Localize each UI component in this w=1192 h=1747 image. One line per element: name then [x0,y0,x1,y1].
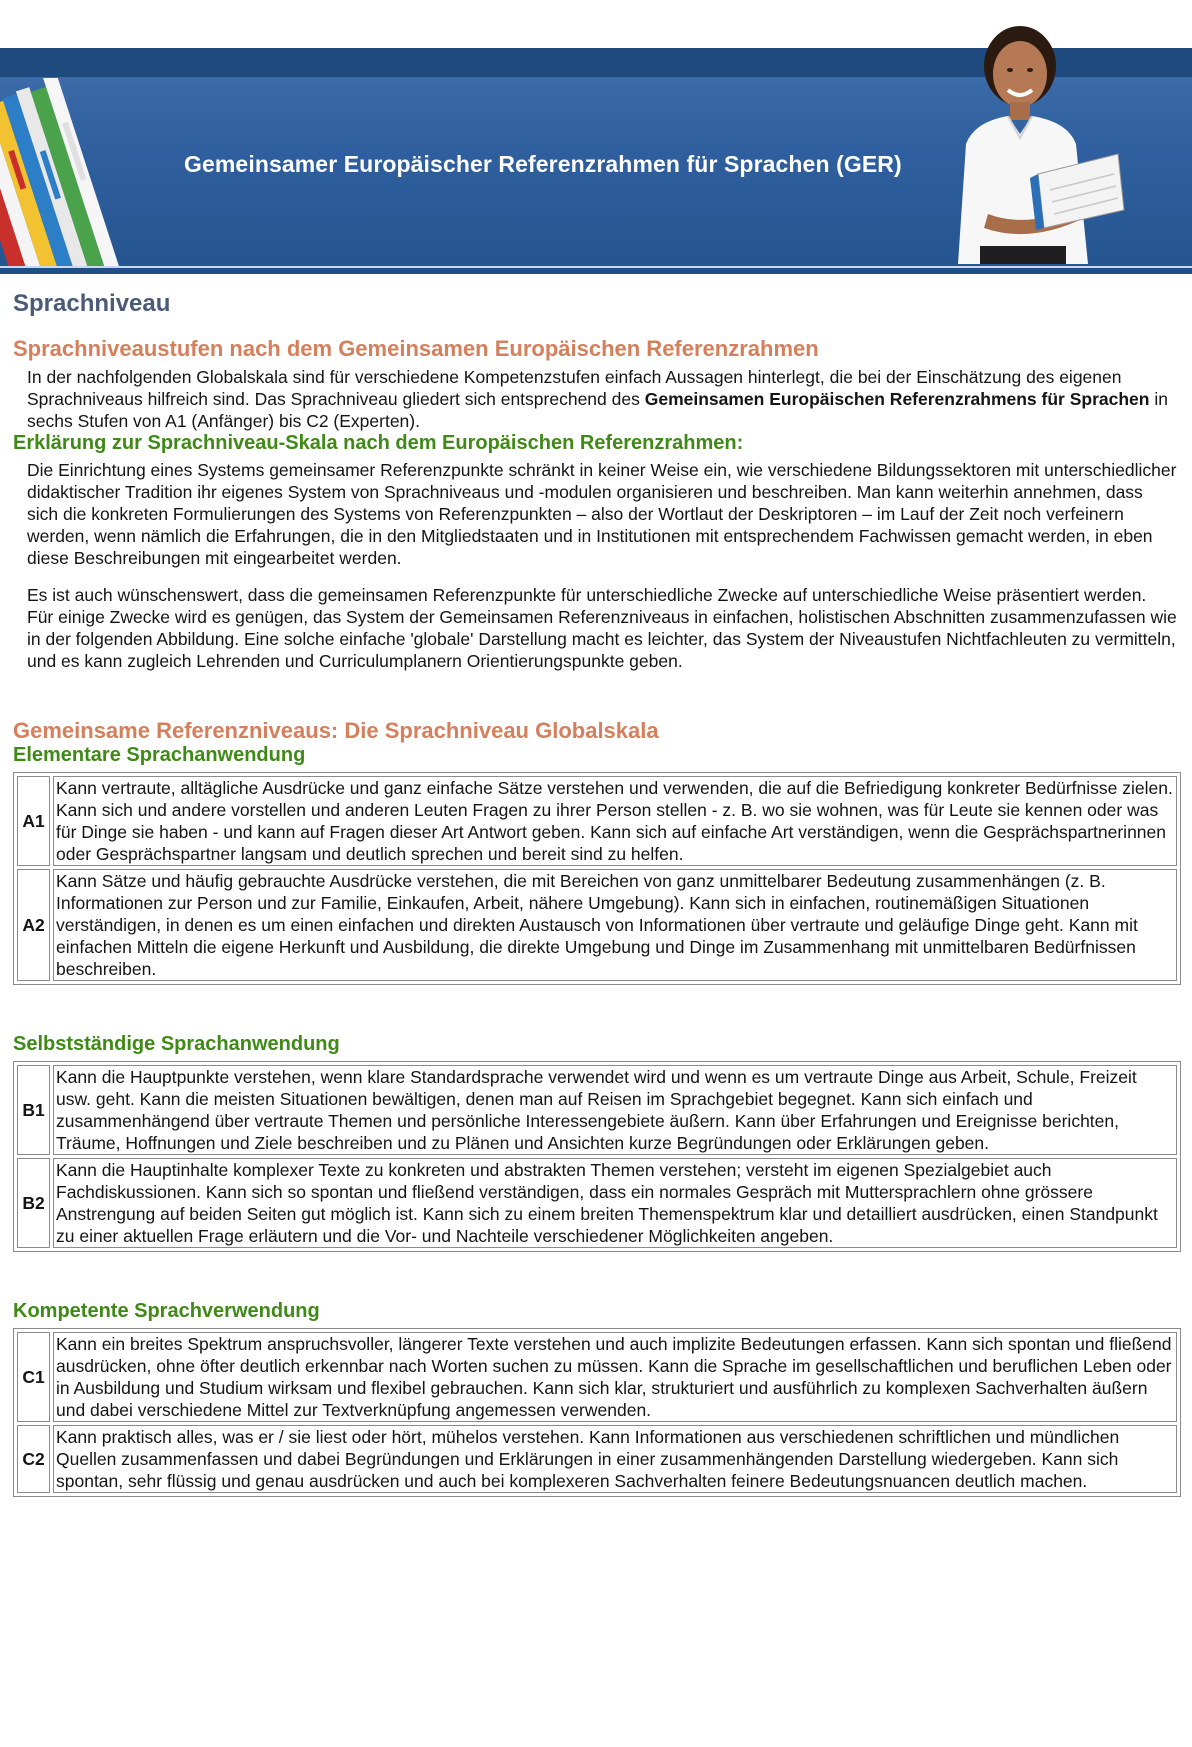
banner-title: Gemeinsamer Europäischer Referenzrahmen für Sprachen (GER) [184,151,902,177]
group-heading-independent: Selbstständige Sprachanwendung [13,1033,340,1055]
level-row-b2 [17,1158,1177,1248]
level-row-c1 [17,1332,1177,1422]
level-table-b [13,1061,1181,1252]
level-code: C1 [17,1332,50,1422]
level-row-a1 [17,776,1177,866]
level-code: C2 [17,1425,50,1493]
explanation-paragraph-2: Es ist auch wünschenswert, dass die gemeinsamen Referenzpunkte für unterschiedliche Zwecke auf unterschiedliche Weise präsentiert werden. Für einige Zwecke wird es genügen, das System der Gemeinsamen Referenzniveaus in einfachen, holistischen Abschnitten zusammenzufassen wie in der folgenden Abbildung. Eine solche einfache 'globale' Darstellung macht es leichter, das System der Niveaustufen Nichtfachleuten zu vermitteln, und es kann zugleich Lehrenden und Curriculumplanern Orientierungspunkte geben. [27,585,1177,671]
group-heading-elementary: Elementare Sprachanwendung [13,744,306,766]
level-description: Kann die Hauptpunkte verstehen, wenn klare Standardsprache verwendet wird und wenn es um vertraute Dinge aus Arbeit, Schule, Freizeit usw. geht. Kann die meisten Situationen bewältigen, denen man auf Reisen im Sprachgebiet begegnet. Kann sich einfach und zusammenhängend über vertraute Themen und persönliche Interessengebiete äußern. Kann über Erfahrungen und Ereignisse berichten, Träume, Hoffnungen und Ziele beschreiben und zu Plänen und Ansichten kurze Begründungen oder Erklärungen geben. [53,1065,1177,1155]
page-title: Sprachniveau [13,290,171,317]
level-description: Kann die Hauptinhalte komplexer Texte zu konkreten und abstrakten Themen verstehen; versteht im eigenen Spezialgebiet auch Fachdiskussionen. Kann sich so spontan und fließend verständigen, dass ein normales Gespräch mit Muttersprachlern ohne grössere Anstrengung auf beiden Seiten gut möglich ist. Kann sich zu einem breiten Themenspektrum klar und detailliert ausdrücken, einen Standpunkt zu einer aktuellen Frage erläutern und die Vor- und Nachteile verschiedener Möglichkeiten angeben. [53,1158,1177,1248]
level-description: Kann vertraute, alltägliche Ausdrücke und ganz einfache Sätze verstehen und verwenden, die auf die Befriedigung konkreter Bedürfnisse zielen. Kann sich und andere vorstellen und anderen Leuten Fragen zu ihrer Person stellen - z. B. wo sie wohnen, was für Leute sie kennen oder was für Dinge sie haben - und kann auf Fragen dieser Art Antwort geben. Kann sich auf einfache Art verständigen, wenn die Gesprächspartnerinnen oder Gesprächspartner langsam und deutlich sprechen und bereit sind zu helfen. [53,776,1177,866]
header-banner [0,48,1192,274]
level-code: A1 [17,776,50,866]
level-row-c2 [17,1425,1177,1493]
intro-paragraph [27,366,1177,432]
group-heading-proficient: Kompetente Sprachverwendung [13,1300,320,1322]
explanation-heading: Erklärung zur Sprachniveau-Skala nach dem Europäischen Referenzrahmen: [13,432,744,454]
main-heading: Sprachniveaustufen nach dem Gemeinsamen Europäischen Referenzrahmen [13,336,819,361]
level-code: B2 [17,1158,50,1248]
level-table-a [13,772,1181,985]
main-content [13,290,1183,1497]
books-image [0,78,125,268]
level-table-c [13,1328,1181,1497]
level-code: A2 [17,869,50,981]
level-description: Kann praktisch alles, was er / sie liest oder hört, mühelos verstehen. Kann Informationen aus verschiedenen schriftlichen und mündlichen Quellen zusammenfassen und dabei Begründungen und Erklärungen in einer zusammenhängenden Darstellung wiedergeben. Kann sich spontan, sehr flüssig und genau ausdrücken und auch bei komplexeren Sachverhalten feinere Bedeutungsnuancen deutlich machen. [53,1425,1177,1493]
scale-heading: Gemeinsame Referenzniveaus: Die Sprachniveau Globalskala [13,718,659,743]
explanation-paragraph-1: Die Einrichtung eines Systems gemeinsamer Referenzpunkte schränkt in keiner Weise ein, wie verschiedene Bildungssektoren mit unterschiedlicher didaktischer Tradition ihr eigenes System von Sprachniveaus und -modulen organisieren und beschreiben. Man kann weiterhin annehmen, dass sich die konkreten Formulierungen des Systems von Referenzpunkten – also der Wortlaut der Deskriptoren – im Lauf der Zeit noch verfeinern werden, wenn nämlich die Erfahrungen, die in den Mitgliedstaaten und in Institutionen mit entsprechendem Fachwissen gemacht werden, in eben diese Beschreibungen mit eingearbeitet werden. [27,460,1177,568]
level-description: Kann Sätze und häufig gebrauchte Ausdrücke verstehen, die mit Bereichen von ganz unmittelbarer Bedeutung zusammenhängen (z. B. Informationen zur Person und zur Familie, Einkaufen, Arbeit, nähere Umgebung). Kann sich in einfachen, routinemäßigen Situationen verständigen, in denen es um einen einfachen und direkten Austausch von Informationen über vertraute und geläufige Dinge geht. Kann mit einfachen Mitteln die eigene Herkunft und Ausbildung, die direkte Umgebung und Dinge im Zusammenhang mit unmittelbaren Bedürfnissen beschreiben. [53,869,1177,981]
intro-text-1: In der nachfolgenden Globalskala sind für verschiedene Kompetenzstufen einfach Aussagen hinterlegt, die bei der Einschätzung des eigenen Sprachniveaus hilfreich sind. Das Sprachniveau gliedert sich entsprechend des [27,367,1122,409]
level-code: B1 [17,1065,50,1155]
level-row-a2 [17,869,1177,981]
banner-bottom-rule [0,266,1192,274]
intro-bold-term: Gemeinsamen Europäischen Referenzrahmens für Sprachen [644,389,1150,409]
level-description: Kann ein breites Spektrum anspruchsvoller, längerer Texte verstehen und auch implizite Bedeutungen erfassen. Kann sich spontan und fließend ausdrücken, ohne öfter deutlich erkennbar nach Worten suchen zu müssen. Kann die Sprache im gesellschaftlichen und beruflichen Leben oder in Ausbildung und Studium wirksam und flexibel gebrauchen. Kann sich klar, strukturiert und ausführlich zu komplexen Sachverhalten äußern und dabei verschiedene Mittel zur Textverknüpfung angemessen verwenden. [53,1332,1177,1422]
level-row-b1 [17,1065,1177,1155]
intro-text-2: in sechs Stufen von A1 (Anfänger) bis C2 (Experten). [27,389,1168,431]
student-image [918,14,1138,264]
